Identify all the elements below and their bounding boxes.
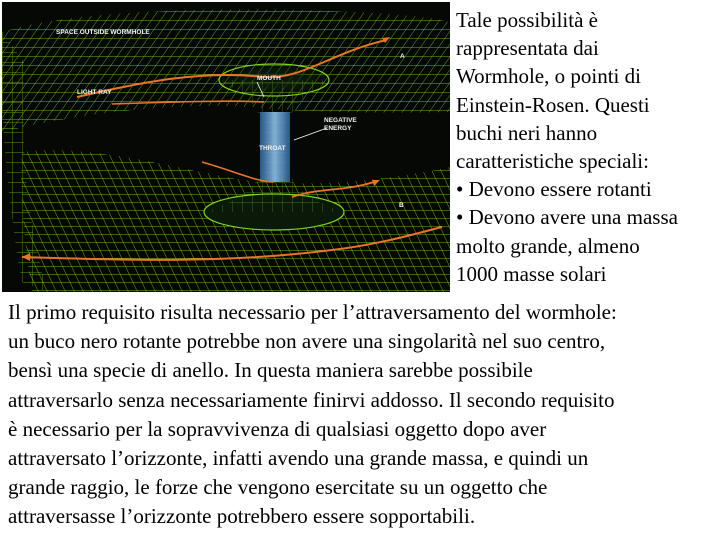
body-line: attraversasse l’orizzonte potrebbero essere sopportabili. bbox=[8, 504, 476, 529]
label-mouth: MOUTH bbox=[257, 75, 281, 82]
wormhole-diagram bbox=[2, 2, 450, 292]
label-energy: ENERGY bbox=[324, 125, 352, 132]
body-line: attraversarlo senza necessariamente finirvi addosso. Il secondo requisito bbox=[8, 387, 615, 412]
label-throat: THROAT bbox=[259, 145, 286, 152]
side-line: molto grande, almeno bbox=[456, 233, 640, 258]
side-line: caratteristiche speciali: bbox=[456, 149, 649, 174]
side-line: Tale possibilità è bbox=[456, 8, 598, 32]
side-paragraph bbox=[456, 6, 718, 288]
body-line: grande raggio, le forze che vengono esercitate su un oggetto che bbox=[8, 475, 548, 500]
label-negative: NEGATIVE bbox=[324, 117, 357, 124]
side-line: Einstein-Rosen. Questi bbox=[456, 92, 650, 117]
side-line: rappresentata dai bbox=[456, 36, 599, 61]
label-point-b: B bbox=[399, 202, 404, 209]
side-line: buchi neri hanno bbox=[456, 120, 598, 145]
side-line: Wormhole, o pointi di bbox=[456, 64, 641, 89]
side-bullet: • Devono essere rotanti bbox=[456, 177, 652, 202]
side-bullet: • Devono avere una massa bbox=[456, 205, 678, 230]
body-paragraph bbox=[8, 298, 716, 532]
label-point-a: A bbox=[400, 53, 405, 60]
body-line: un buco nero rotante potrebbe non avere una singolarità nel suo centro, bbox=[8, 329, 606, 354]
body-line: bensì una specie di anello. In questa maniera sarebbe possibile bbox=[8, 358, 533, 383]
wormhole-illustration bbox=[2, 2, 450, 292]
body-line: è necessario per la sopravvivenza di qualsiasi oggetto dopo aver bbox=[8, 416, 547, 441]
label-light-ray: LIGHT RAY bbox=[77, 89, 112, 96]
label-space-outside: SPACE OUTSIDE WORMHOLE bbox=[56, 29, 150, 36]
body-line: attraversato l’orizzonte, infatti avendo una grande massa, e quindi un bbox=[8, 446, 589, 471]
body-line: Il primo requisito risulta necessario per l’attraversamento del wormhole: bbox=[8, 300, 617, 324]
side-line: 1000 masse solari bbox=[456, 261, 607, 286]
